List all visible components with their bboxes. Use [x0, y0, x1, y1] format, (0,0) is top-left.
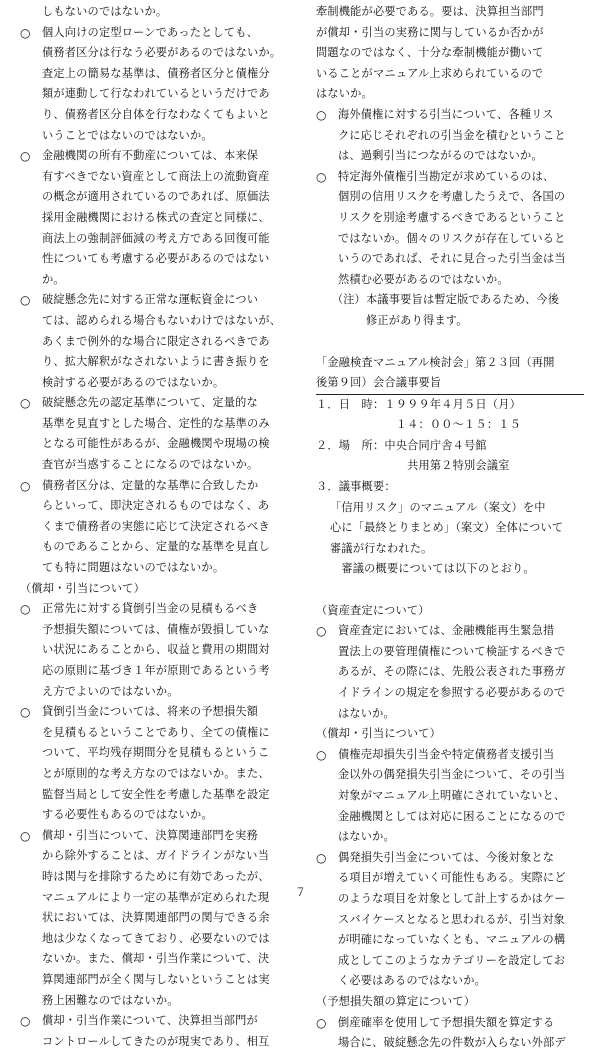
list-item [316, 848, 584, 992]
list-item-text: 債権売却損失引当金や特定債務者支援引当 金以外の偶発損失引当金について、その引当 対象がマニュアル上明確にされていないと、 金融機関としては対応に困ることになるので はないか。 [338, 747, 566, 844]
list-item-text: 倒産確率を使用して予想損失額を算定する 場合に、破綻懸念先の件数が入らない外部デ [338, 1015, 566, 1050]
list-item [20, 702, 298, 826]
list-item [20, 1011, 298, 1052]
circle-bullet-icon: ○ [316, 747, 327, 762]
circle-bullet-icon: ○ [20, 828, 31, 843]
list-item-text: 債務者区分は、定量的な基準に合致したか らといって、即決定されるものではなく、あ くまで債務者の実態に応じて決定されるべき ものであることから、定量的な基準を見直し ても特に問題はないのではないか。 [42, 478, 270, 575]
circle-bullet-icon: ○ [20, 25, 31, 40]
list-item [20, 826, 298, 1011]
list-item-text: 資産査定においては、金融機能再生緊急措 置法上の要管理債権について検証するべきで あるが、その際には、先般公表された事務ガ イドラインの規定を参照する必要があるので はないか。 [338, 624, 566, 720]
circle-bullet-icon: ○ [20, 705, 31, 720]
note-text: 本議事要旨は暫定版であるため、今後 修正があり得ます。 [366, 293, 560, 327]
spacer [316, 580, 584, 601]
circle-bullet-icon: ○ [20, 149, 31, 164]
list-item [316, 745, 584, 848]
minutes-heading: 「金融検査マニュアル検討会」第２３回（再開 後第９回）会合議事要旨 [316, 353, 584, 395]
section-label: （予想損失額の算定について） [316, 994, 476, 1008]
circle-bullet-icon: ○ [20, 478, 31, 493]
list-item-text: 正常先に対する貸倒引当金の見積もるべき 予想損失額については、債権が毀損していな い状況にあることから、収益と費用の期間対 応の原則に基づき１年が原則であるという考 え方でよいのではないか。 [42, 602, 270, 698]
list-item-text: 償却・引当作業について、決算担当部門が コントロールしてきたのが現実であり、相互 [42, 1014, 270, 1048]
circle-bullet-icon: ○ [316, 624, 327, 639]
section-label: （償却・引当について） [20, 581, 146, 595]
list-item [316, 1013, 584, 1054]
continued-text: 牽制機能が必要である。要は、決算担当部門 が償却・引当の実務に関与しているか否かが 問題なのではなく、十分な牽制機能が働いて いることがマニュアル上求められているので はないか。 [316, 5, 544, 101]
list-item [20, 290, 298, 393]
list-item-text: 償却・引当について、決算関連部門を実務 から除外することは、ガイドラインがない当 時は関与を排除するために有効であったが、 マニュアルにより一定の基準が定められた現 状においては、決算関連部門の関与できる余 地は少なくなってきており、必要ないのでは ないか。また、償却・引当作業について、決 算関連部門が全く関与しないということは実 務上困難なのではないか。 [42, 828, 270, 1007]
circle-bullet-icon: ○ [20, 1014, 31, 1029]
list-item-text: 破綻懸念先に対する正常な運転資金につい ては、認められる場合もないわけではないが、 あくまで例外的な場合に限定されるべきであ り、拡大解釈がなされないように書き振りを 検討する必要があるのではないか。 [42, 293, 282, 389]
list-item-text: 破綻懸念先の認定基準について、定量的な 基準を見直すとした場合、定性的な基準のみ となる可能性があるが、金融機関や現場の検 査官が当惑することになるのではないか。 [42, 396, 270, 472]
list-item-text: 金融機関の所有不動産については、本来保 有すべきでない資産として商法上の流動資産 の概念が適用されているのであれば、原価法 採用金融機関における株式の査定と同様に、 商法上の強制評価減の考え方である回復可能 性についても考慮する必要があるのではない か。 [42, 149, 270, 286]
section-label: （償却・引当について） [316, 727, 442, 741]
summary-paragraph: 「信用リスク」のマニュアル（案文）を中 心に「最終とりまとめ」（案文）全体について 審議が行なわれた。 審議の概要については以下のとおり。 [330, 500, 564, 576]
circle-bullet-icon: ○ [316, 850, 327, 865]
list-item-text: 貸倒引当金については、将来の予想損失額 を見積もるということであり、全ての債権に ついて、平均残存期間分を見積もるというこ とが原則的な考え方なのではないか。また、 監督当局として安全性を考慮した基準を設定 する必要性もあるのではないか。 [42, 705, 270, 822]
circle-bullet-icon: ○ [20, 396, 31, 411]
note [316, 290, 584, 331]
section-label: （資産査定について） [316, 603, 430, 617]
list-item [20, 599, 298, 702]
circle-bullet-icon: ○ [316, 1015, 327, 1030]
circle-bullet-icon: ○ [316, 107, 327, 122]
meeting-info: １．日 時：１９９９年４月５日（月） １４：００～１５：１５ ２．場 所：中央合同庁舎４号館 共用第２特別会議室 ３．議事概要： [316, 397, 521, 494]
continued-text: しもないのではないか。 [42, 5, 168, 18]
circle-bullet-icon: ○ [316, 169, 327, 184]
list-item-text: 海外債権に対する引当について、各種リス クに応じそれぞれの引当金を積むということ は、過剰引当につながるのではないか。 [338, 107, 566, 163]
list-item [316, 167, 584, 291]
list-item [316, 621, 584, 724]
list-item-text: 個人向けの定型ローンであったとしても、 債務者区分は行なう必要があるのではないか。 査定上の簡易な基準は、債務者区分と債権分 類が連動して行なわれているというだけであ り、債務者区分自体を行なわなくてもよいと いうことではないのではないか。 [42, 25, 282, 142]
note-label: （注） [332, 293, 366, 307]
list-item [20, 23, 298, 147]
list-item-text: 特定海外債権引当勘定が求めているのは、 個別の信用リスクを考慮したうえで、各国の リスクを別途考慮するべきであるということ ではないか。個々のリスクが存在していると いうのであれば、それに見合った引当金は当 然積む必要があるのではないか。 [338, 169, 566, 286]
page-number: ７ [295, 886, 306, 899]
list-item [316, 105, 584, 167]
circle-bullet-icon: ○ [20, 602, 31, 617]
list-item-text: 偶発損失引当金については、今後対象とな る項目が増えていく可能性もある。実際にど のような項目を対象として計上するかはケー スバイケースとなると思われるが、引当対象 が明確になっていなくとも、マニュアルの構 成としてこのようなカテゴリーを設定してお く必要はあるのではないか。 [338, 850, 566, 988]
list-item [20, 393, 298, 475]
list-item [20, 146, 298, 290]
circle-bullet-icon: ○ [20, 293, 31, 308]
list-item [20, 476, 298, 579]
